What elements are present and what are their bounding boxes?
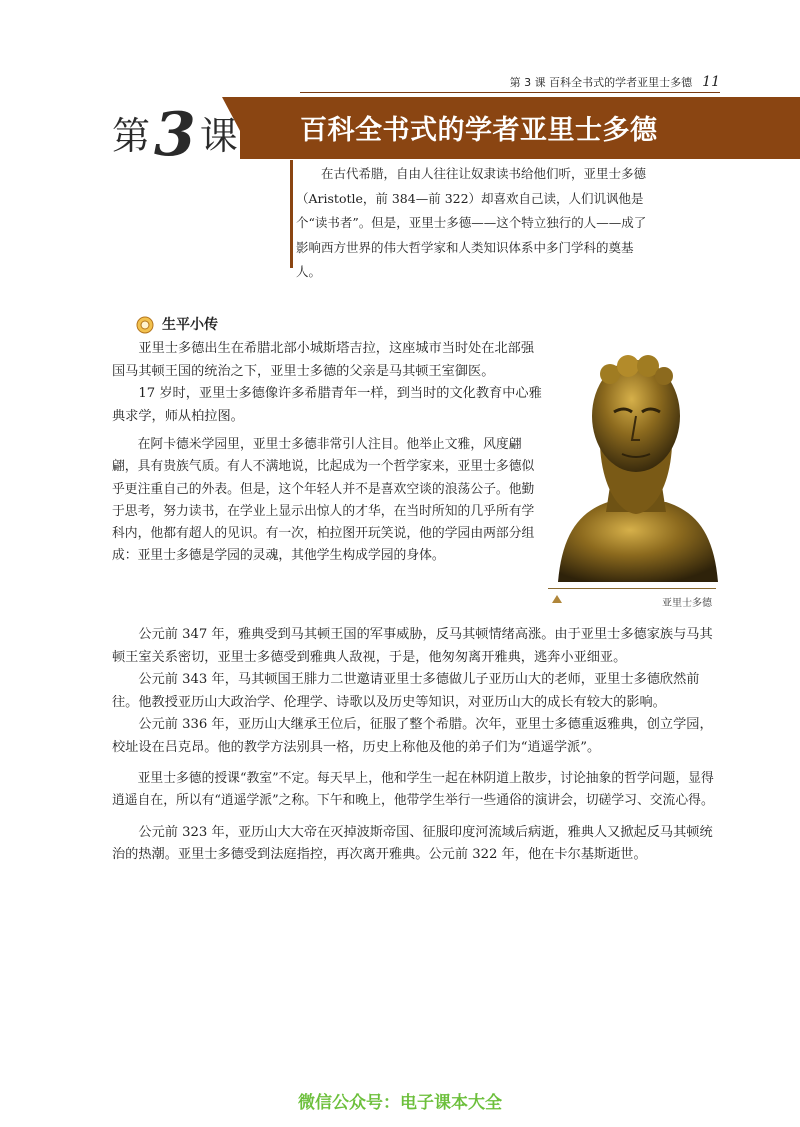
aristotle-bust-image [548,336,724,584]
page-number: 11 [702,74,720,90]
paragraph: 公元前 336 年，亚历山大继承王位后，征服了整个希腊。次年，亚里士多德重返雅典，创立学园，校址设在吕克昂。他的教学方法别具一格，历史上称他及他的弟子们为“逍遥学派”。 [112,717,713,755]
caption-rule [548,588,716,589]
paragraph: 亚里士多德出生在希腊北部小城斯塔吉拉，这座城市当时处在北部强国马其顿王国的统治之下，亚里士多德的父亲是马其顿王室御医。 [112,341,535,379]
lesson-digit: 3 [154,100,196,170]
triangle-marker-icon [552,595,562,603]
paragraph: 17 岁时，亚里士多德像许多希腊青年一样，到当时的文化教育中心雅典求学，师从柏拉图。 [112,386,542,424]
text-column-narrow [112,338,544,568]
running-header [300,72,720,92]
paragraph: 公元前 323 年，亚历山大大帝在灭掉波斯帝国、征服印度河流域后病逝，雅典人又掀起反马其顿统治的热潮。亚里士多德受到法庭指控，再次离开雅典。公元前 322 年，他在卡尔基斯逝世。 [112,824,713,863]
paragraph: 公元前 343 年，马其顿国王腓力二世邀请亚里士多德做儿子亚历山大的老师，亚里士多德欣然前往。他教授亚历山大政治学、伦理学、诗歌以及历史等知识，对亚历山大的成长有较大的影响。 [112,672,700,710]
section-title: 生平小传 [162,317,218,333]
footer-watermark: 微信公众号：电子课本大全 [298,1093,502,1113]
paragraph: 公元前 347 年，雅典受到马其顿王国的军事威胁，反马其顿情绪高涨。由于亚里士多德家族与马其顿王室关系密切，亚里士多德受到雅典人敌视，于是，他匆匆离开雅典，逃奔小亚细亚。 [112,627,713,665]
lesson-title: 百科全书式的学者亚里士多德 [300,115,658,146]
paragraph: 在阿卡德米学园里，亚里士多德非常引人注目。他举止文雅，风度翩翩，具有贵族气质。有人不满地说，比起成为一个哲学家来，亚里士多德似乎更注重自己的外表。但是，这个年轻人并不是喜欢空谈的浪荡公子。他勤于思考，努力读书，在学业上显示出惊人的才华，在当时所知的几乎所有学科内，他都有超人的见识。有一次，柏拉图开玩笑说，他的学园由两部分组成：亚里士多德是学园的灵魂，其他学生构成学园的身体。 [112,437,535,564]
lesson-prefix: 第 [112,114,151,158]
lesson-suffix: 课 [199,114,238,158]
lesson-number [112,100,252,170]
running-title: 第 3 课 百科全书式的学者亚里士多德 [509,76,693,89]
header-rule [300,92,720,93]
paragraph: 亚里士多德的授课“教室”不定。每天早上，他和学生一起在林阴道上散步，讨论抽象的哲学问题，显得逍遥自在，所以有“逍遥学派”之称。下午和晚上，他带学生举行一些通俗的演讲会，切磋学习、交流心得。 [112,771,714,809]
intro-text: 在古代希腊，自由人往往让奴隶读书给他们听，亚里士多德（Aristotle，前 384—前 322）却喜欢自己读，人们讥讽他是个“读书者”。但是，亚里士多德——这个特立独行的人——成了影响西方世界的伟大哲学家和人类知识体系中多门学科的奠基人。 [296,166,647,279]
figure-caption: 亚里士多德 [662,598,712,609]
text-column-wide [112,624,718,867]
sun-emblem-icon [136,316,154,334]
